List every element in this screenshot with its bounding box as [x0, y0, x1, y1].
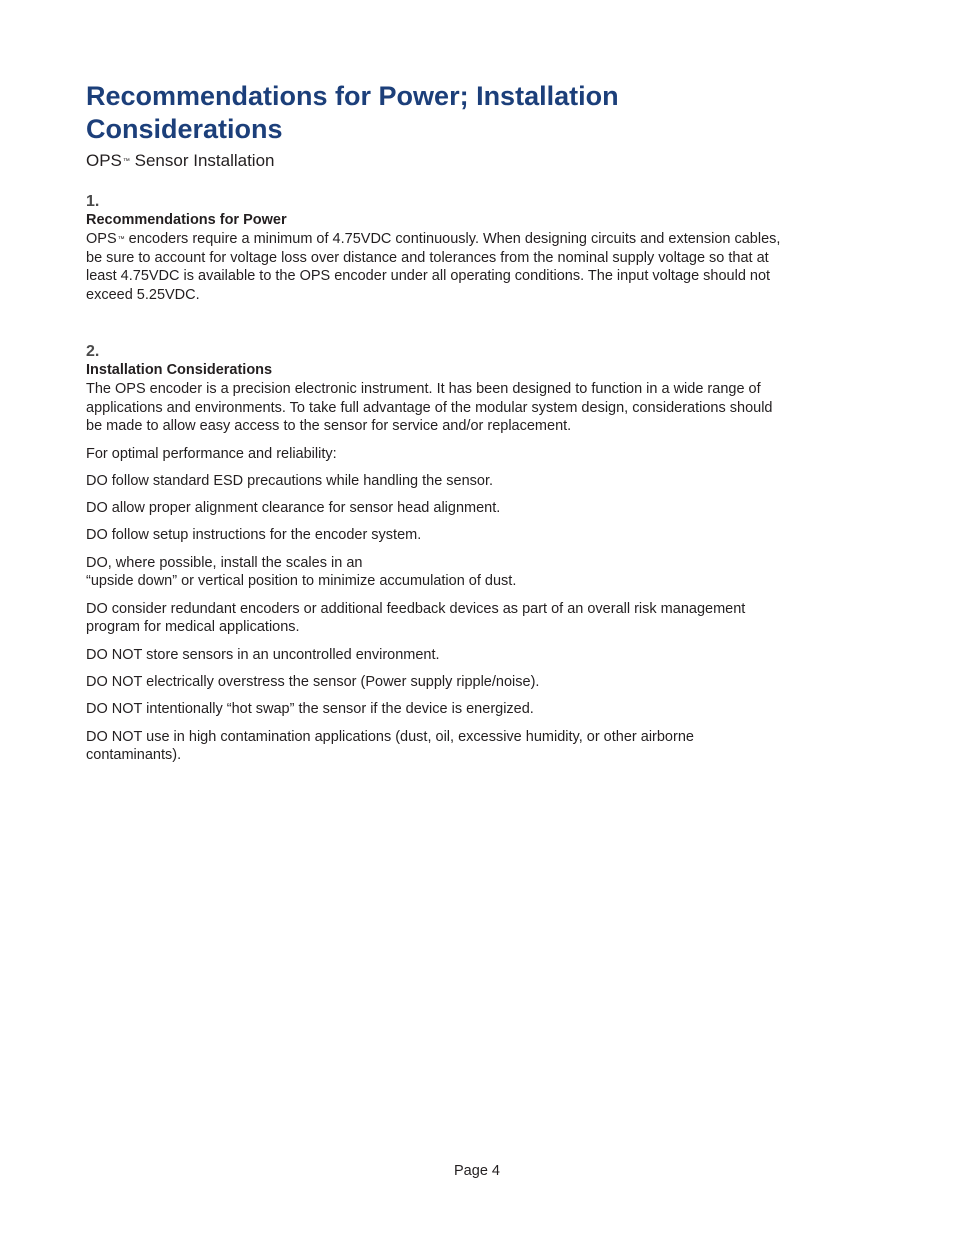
guideline-item: DO follow setup instructions for the encoder system.	[86, 527, 422, 544]
guideline-item: DO follow standard ESD precautions while handling the sensor.	[86, 472, 494, 489]
section-heading: Installation Considerations	[86, 361, 273, 378]
trademark-symbol: ™	[117, 236, 125, 243]
guideline-item: DO NOT use in high contamination applications (dust, oil, excessive humidity, or other airborne contaminants).	[86, 728, 694, 764]
guideline-line: “upside down” or vertical position to minimize accumulation of dust.	[86, 573, 517, 590]
guideline-item: DO consider redundant encoders or additional feedback devices as part of an overall risk management program for medical applications.	[86, 600, 746, 636]
guideline-item: DO allow proper alignment clearance for sensor head alignment.	[86, 500, 501, 517]
power-paragraph	[86, 230, 786, 305]
section-number: 1.	[86, 193, 100, 210]
page-number: Page 4	[454, 1163, 500, 1179]
installation-intro-paragraph: The OPS encoder is a precision electronic instrument. It has been designed to function in a wide range of applications and environments. To take full advantage of the modular system design, considerations should be made to allow easy access to the sensor for service and/or replacement.	[86, 380, 773, 435]
section-installation	[86, 343, 786, 765]
guideline-lead-in: For optimal performance and reliability:	[86, 445, 337, 462]
paragraph-text: encoders require a minimum of 4.75VDC continuously. When designing circuits and extension cables, be sure to account for voltage loss over distance and tolerances from the nominal supply voltage so that at least 4.75VDC is available to the OPS encoder under all operating conditions. The input voltage should not exceed 5.25VDC.	[86, 231, 781, 304]
guideline-item: DO NOT store sensors in an uncontrolled environment.	[86, 646, 440, 663]
section-number: 2.	[86, 342, 100, 360]
section-power	[86, 193, 786, 305]
section-heading: Recommendations for Power	[86, 212, 287, 228]
guideline-item: DO NOT intentionally “hot swap” the sensor if the device is energized.	[86, 701, 534, 718]
page-title: Recommendations for Power; Installation Considerations	[86, 81, 619, 144]
trademark-symbol: ™	[122, 158, 130, 165]
guideline-item: DO NOT electrically overstress the sensor (Power supply ripple/noise).	[86, 674, 540, 690]
subtitle-text: Sensor Installation	[129, 151, 275, 170]
paragraph-brand: OPS	[86, 231, 117, 247]
guideline-line: DO, where possible, install the scales in an	[86, 554, 363, 571]
page-subtitle	[86, 150, 786, 172]
document-page	[86, 80, 786, 765]
subtitle-brand: OPS	[86, 151, 122, 170]
guideline-item	[86, 554, 786, 591]
